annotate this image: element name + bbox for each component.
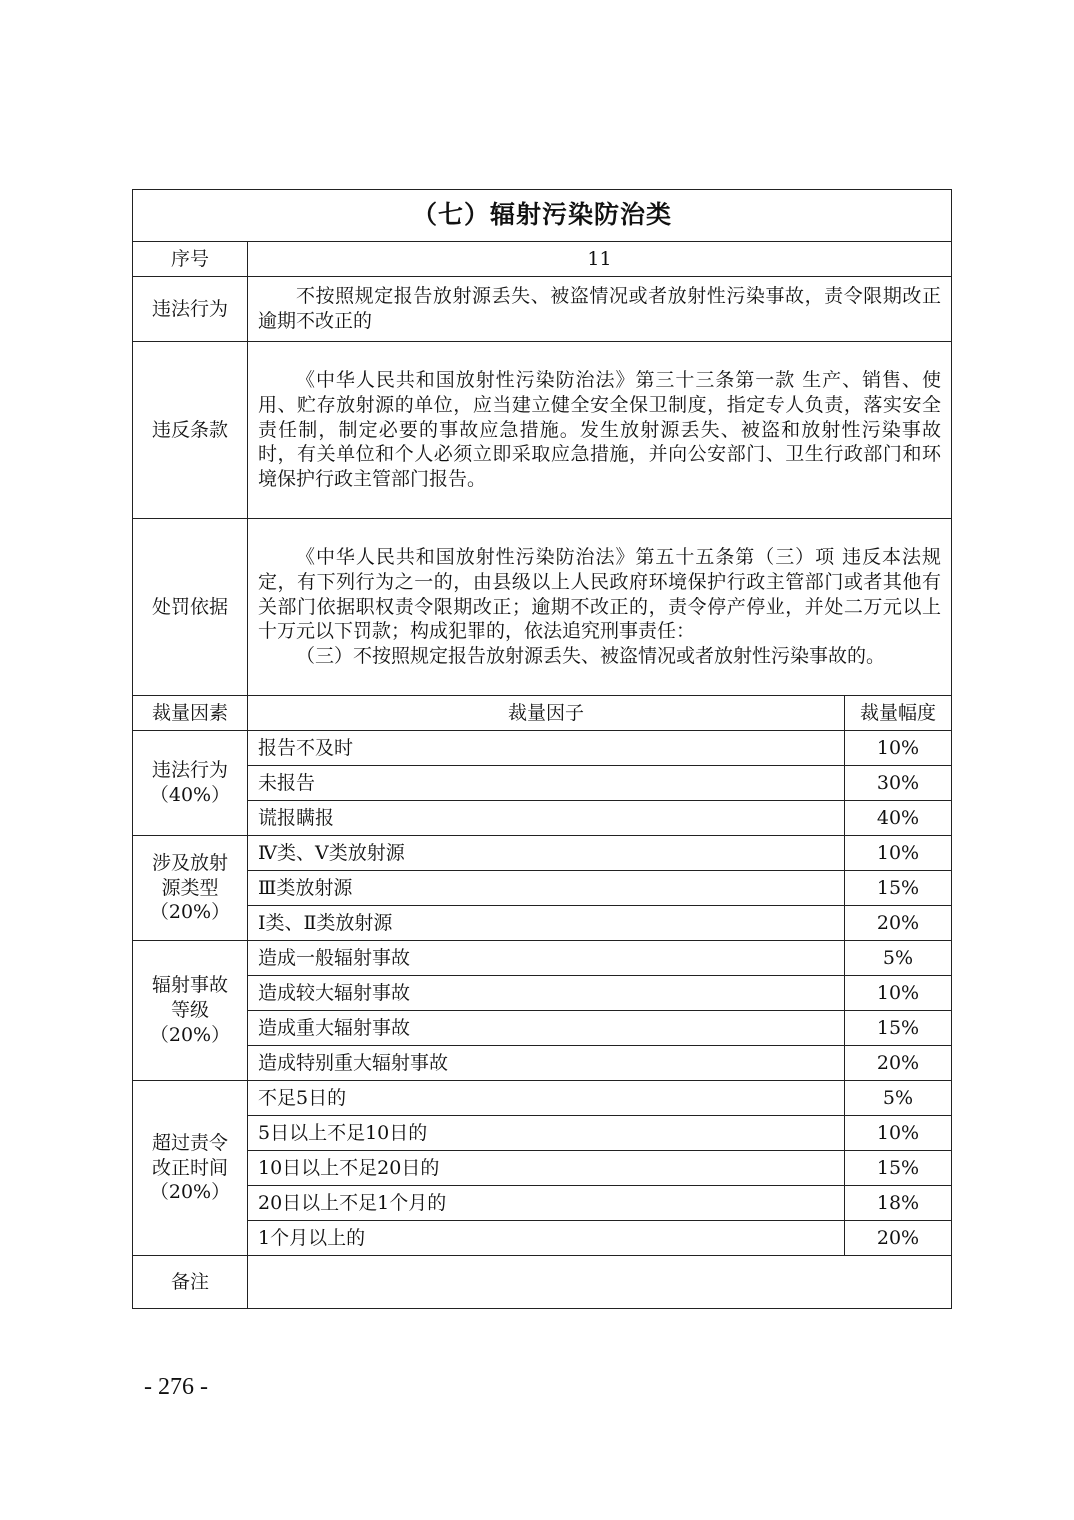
group-label-line: 源类型 <box>161 876 219 899</box>
discretion-factor: 造成较大辐射事故 <box>248 976 845 1011</box>
discretion-range: 10% <box>845 731 952 766</box>
discretion-item-row <box>133 1081 952 1116</box>
seq-label: 序号 <box>133 242 248 277</box>
discretion-factor: 谎报瞒报 <box>248 801 845 836</box>
discretion-factor: 造成重大辐射事故 <box>248 1011 845 1046</box>
discretion-item-row <box>133 836 952 871</box>
discretion-item-row <box>133 1046 952 1081</box>
violation-label: 违法行为 <box>133 277 248 342</box>
group-label-line: （20%） <box>149 901 231 924</box>
clause-row <box>133 342 952 519</box>
discretion-range: 10% <box>845 836 952 871</box>
discretion-range: 10% <box>845 976 952 1011</box>
discretion-item-row <box>133 1186 952 1221</box>
discretion-group-label <box>133 836 248 941</box>
seq-value: 11 <box>248 242 952 277</box>
discretion-factor: Ⅰ类、Ⅱ类放射源 <box>248 906 845 941</box>
seq-row <box>133 242 952 277</box>
discretion-item-row <box>133 871 952 906</box>
discretion-item-row <box>133 766 952 801</box>
discretion-range: 5% <box>845 1081 952 1116</box>
violation-row <box>133 277 952 342</box>
discretion-factor: 20日以上不足1个月的 <box>248 1186 845 1221</box>
discretion-group-label <box>133 941 248 1081</box>
group-label-line: 涉及放射 <box>151 851 228 874</box>
violation-text: 不按照规定报告放射源丢失、被盗情况或者放射性污染事故，责令限期改正逾期不改正的 <box>248 277 952 342</box>
group-label-line: （20%） <box>149 1181 231 1204</box>
discretion-item-row <box>133 1116 952 1151</box>
discretion-factor: 不足5日的 <box>248 1081 845 1116</box>
discretion-factor: 未报告 <box>248 766 845 801</box>
discretion-header-row <box>133 696 952 731</box>
clause-label: 违反条款 <box>133 342 248 519</box>
note-label: 备注 <box>133 1256 248 1309</box>
discretion-item-row <box>133 906 952 941</box>
discretion-group-label <box>133 731 248 836</box>
factor-col-header: 裁量因素 <box>133 696 248 731</box>
discretion-factor: Ⅳ类、Ⅴ类放射源 <box>248 836 845 871</box>
range-col-header: 裁量幅度 <box>845 696 952 731</box>
clause-text: 《中华人民共和国放射性污染防治法》第三十三条第一款 生产、销售、使用、贮存放射源的单位，应当建立健全安全保卫制度，指定专人负责，落实安全责任制，制定必要的事故应急措施。发生放射源丢失、被盗和放射性污染事故时，有关单位和个人必须立即采取应急措施，并向公安部门、卫生行政部门和环境保护行政主管部门报告。 <box>248 342 952 519</box>
punishment-text: 《中华人民共和国放射性污染防治法》第五十五条第（三）项 违反本法规定，有下列行为之一的，由县级以上人民政府环境保护行政主管部门或者其他有关部门依据职权责令限期改正；逾期不改正的，责令停产停业，并处二万元以上十万元以下罚款；构成犯罪的，依法追究刑事责任： <box>258 546 941 643</box>
punishment-cell <box>248 519 952 696</box>
discretion-range: 15% <box>845 1151 952 1186</box>
discretion-factor: 10日以上不足20日的 <box>248 1151 845 1186</box>
discretion-range: 10% <box>845 1116 952 1151</box>
group-label-line: 改正时间 <box>151 1156 228 1179</box>
discretion-range: 20% <box>845 906 952 941</box>
discretion-factor: 1个月以上的 <box>248 1221 845 1256</box>
discretion-item-row <box>133 731 952 766</box>
discretion-item-row <box>133 976 952 1011</box>
discretion-factor: 报告不及时 <box>248 731 845 766</box>
discretion-item-row <box>133 801 952 836</box>
discretion-item-row <box>133 1151 952 1186</box>
discretion-range: 18% <box>845 1186 952 1221</box>
note-value <box>248 1256 952 1309</box>
discretion-range: 30% <box>845 766 952 801</box>
discretion-range: 20% <box>845 1221 952 1256</box>
group-label-line: 超过责令 <box>151 1131 228 1154</box>
group-label-line: （40%） <box>149 784 231 806</box>
punishment-label: 处罚依据 <box>133 519 248 696</box>
group-label-line: 等级 <box>170 999 209 1022</box>
discretion-factor: Ⅲ类放射源 <box>248 871 845 906</box>
item-col-header: 裁量因子 <box>248 696 845 731</box>
title-row <box>133 190 952 242</box>
table-title: （七）辐射污染防治类 <box>133 190 952 242</box>
note-row <box>133 1256 952 1309</box>
punishment-item: （三）不按照规定报告放射源丢失、被盗情况或者放射性污染事故的。 <box>296 645 886 668</box>
discretion-factor: 造成一般辐射事故 <box>248 941 845 976</box>
group-label-line: 违法行为 <box>151 759 228 782</box>
discretion-factor: 造成特别重大辐射事故 <box>248 1046 845 1081</box>
discretion-range: 5% <box>845 941 952 976</box>
discretion-range: 15% <box>845 1011 952 1046</box>
discretion-item-row <box>133 941 952 976</box>
group-label-line: 辐射事故 <box>151 974 228 997</box>
discretion-factor: 5日以上不足10日的 <box>248 1116 845 1151</box>
discretion-item-row <box>133 1011 952 1046</box>
discretion-range: 20% <box>845 1046 952 1081</box>
page-number: - 276 - <box>144 1374 208 1400</box>
discretion-range: 15% <box>845 871 952 906</box>
group-label-line: （20%） <box>149 1023 231 1046</box>
discretion-group-label <box>133 1081 248 1256</box>
penalty-table <box>132 189 952 1309</box>
punishment-row <box>133 519 952 696</box>
discretion-range: 40% <box>845 801 952 836</box>
discretion-item-row <box>133 1221 952 1256</box>
